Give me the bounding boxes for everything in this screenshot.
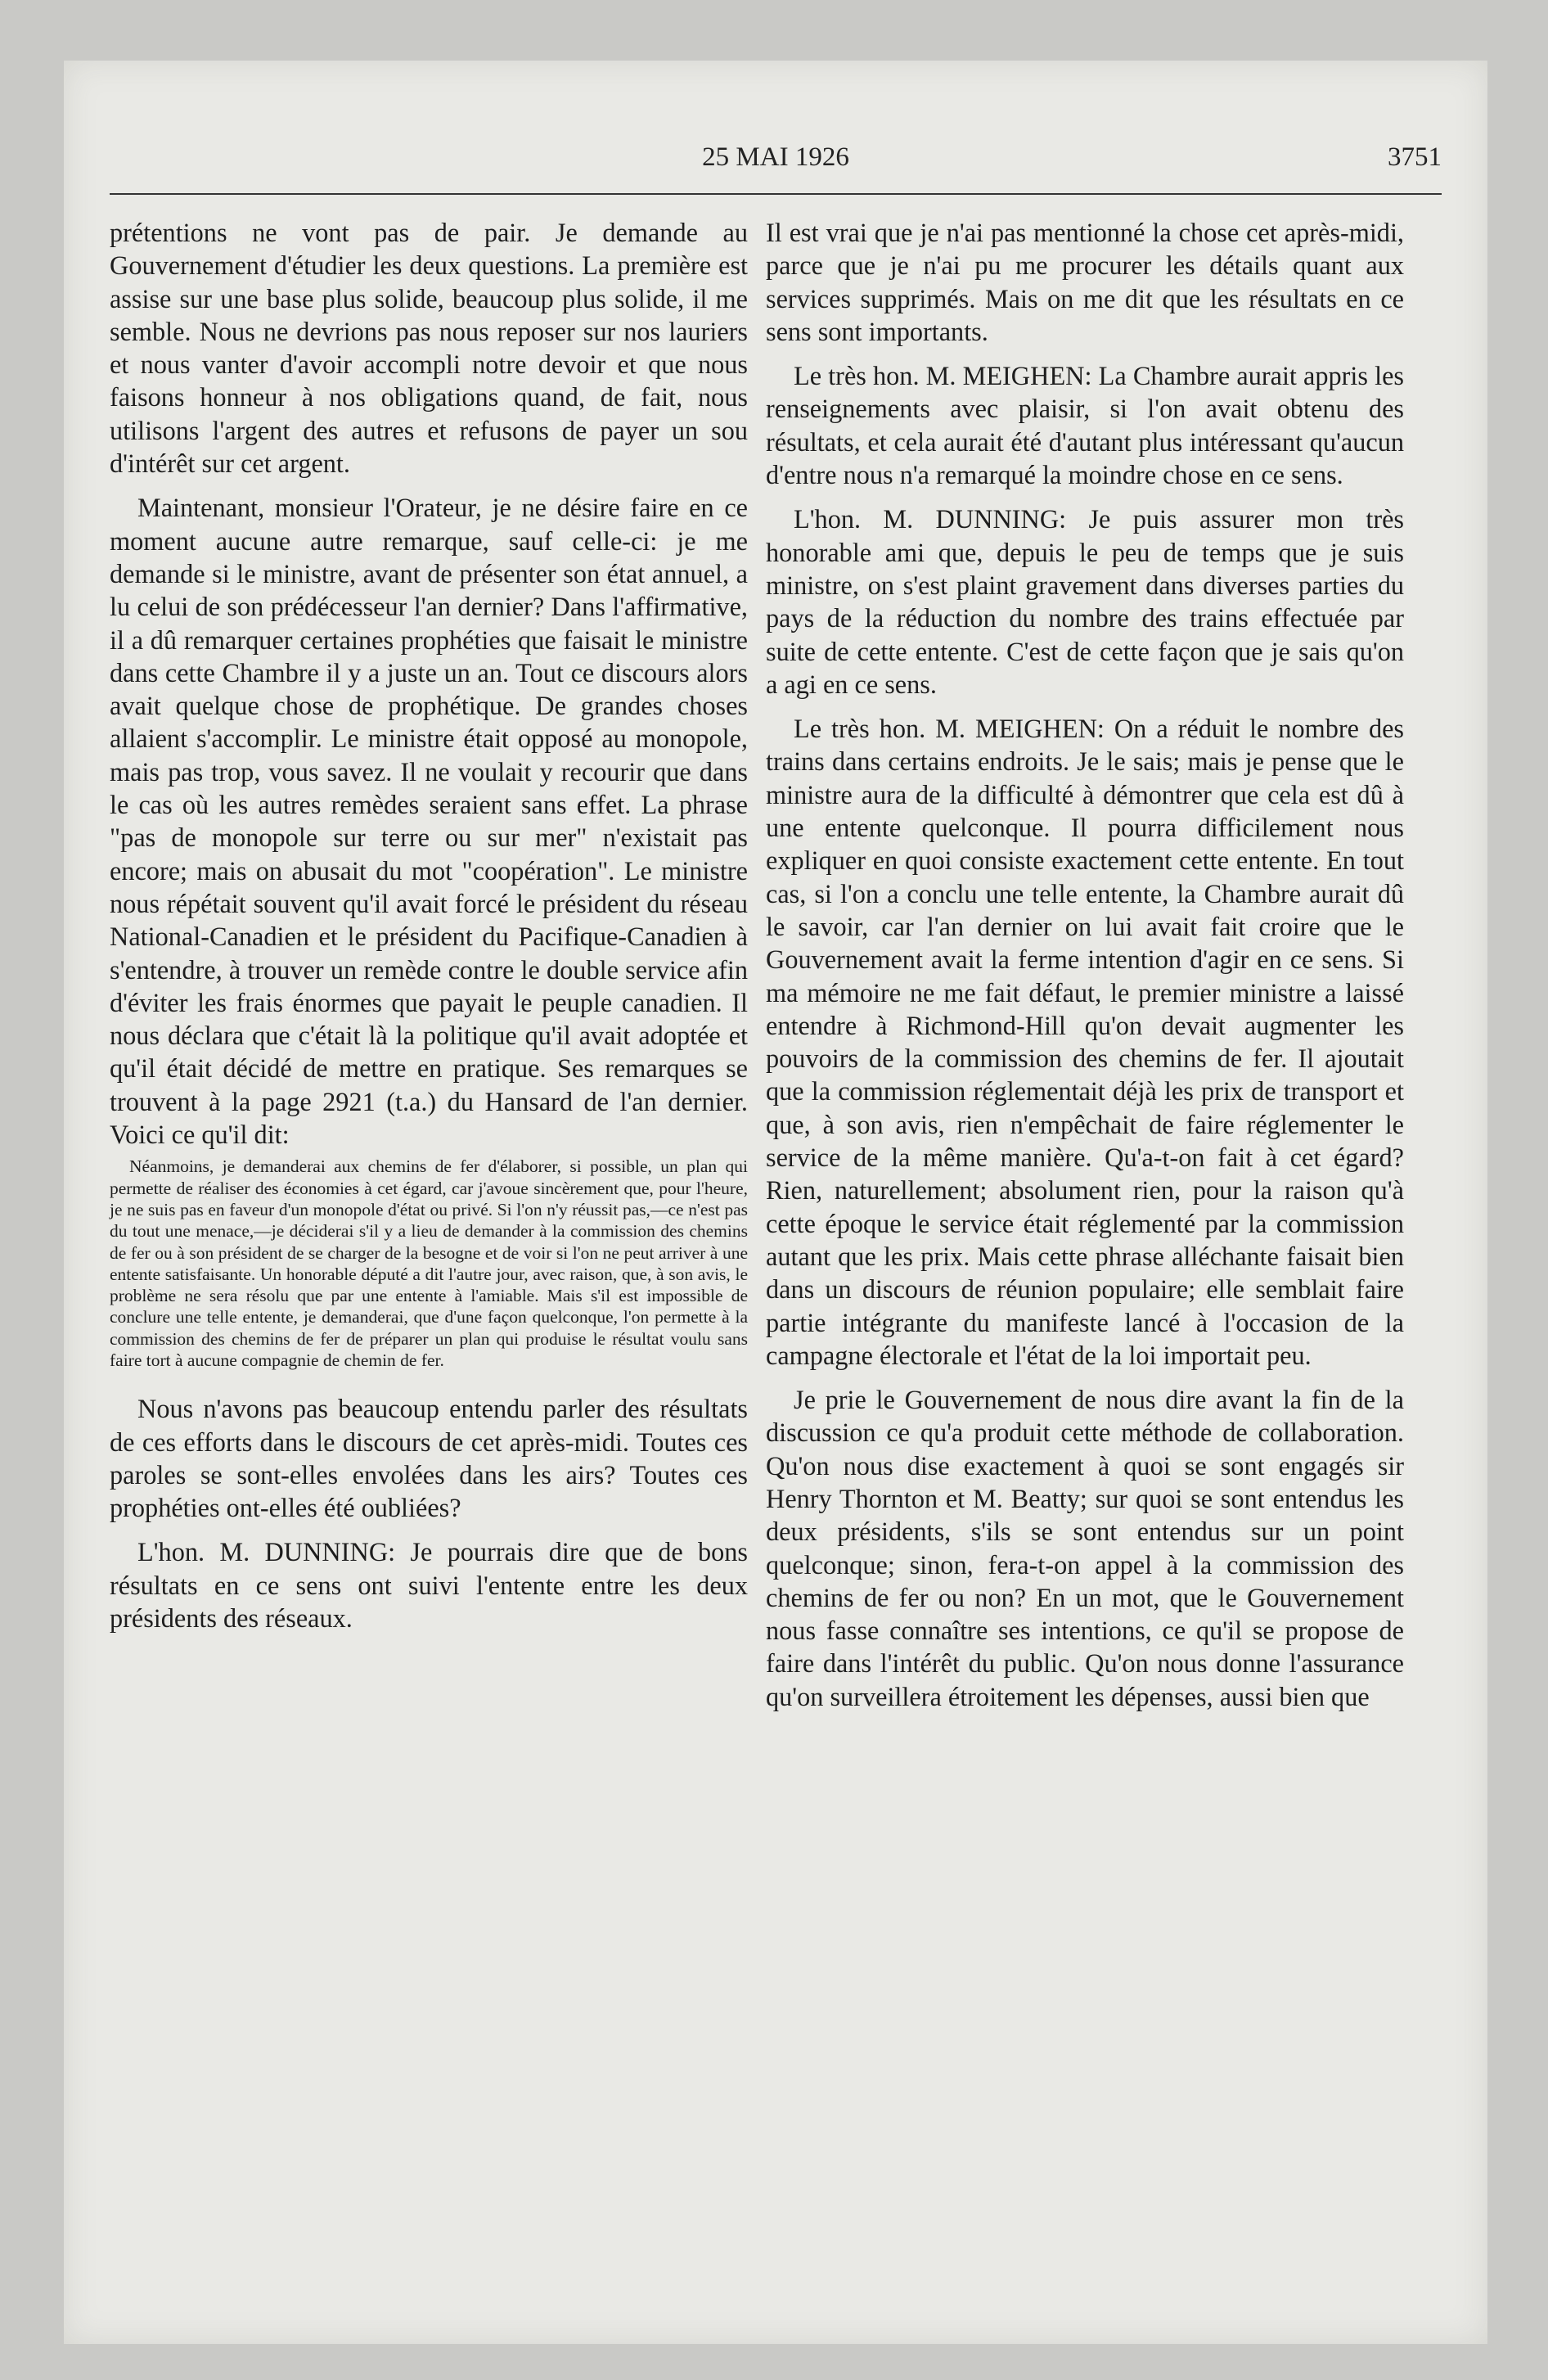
paragraph: Il est vrai que je n'ai pas mentionné la chose cet après-midi, parce que je n'ai pu me procurer les détails quant aux services supprimés. Mais on me dit que les résultats en ce sens sont importants. (766, 218, 1404, 346)
header-date: 25 MAI 1926 (702, 142, 849, 172)
right-column (766, 216, 1404, 1713)
header-rule (110, 193, 1442, 195)
paragraph: L'hon. M. DUNNING: Je pourrais dire que de bons résultats en ce sens ont suivi l'entente entre les deux présidents des réseaux. (110, 1537, 748, 1634)
page-number: 3751 (1388, 142, 1442, 172)
paragraph: Maintenant, monsieur l'Orateur, je ne désire faire en ce moment aucune autre remarque, sauf celle-ci: je me demande si le ministre, avant de présenter son état annuel, a lu celui de son prédécesseur l'an dernier? Dans l'affirmative, il a dû remarquer certaines prophéties que faisait le ministre dans cette Chambre il y a juste un an. Tout ce discours alors avait quelque chose de prophétique. De grandes choses allaient s'accomplir. Le ministre était opposé au monopole, mais pas trop, vous savez. Il ne voulait y recourir que dans le cas où les autres remèdes seraient sans effet. La phrase "pas de monopole sur terre ou sur mer" n'existait pas encore; mais on abusait du mot "coopération". Le ministre nous répétait souvent qu'il avait forcé le président du réseau National-Canadien et le président du Pacifique-Canadien à s'entendre, à trouver un remède contre le double service afin d'éviter les frais énormes que payait le peuple canadien. Il nous déclara que c'était là la politique qu'il avait adoptée et qu'il était décidé de mettre en pratique. Ses remarques se trouvent à la page 2921 (t.a.) du Hansard de l'an dernier. Voici ce qu'il dit: (110, 493, 748, 1150)
paragraph: Nous n'avons pas beaucoup entendu parler des résultats de ces efforts dans le discours de cet après-midi. Toutes ces paroles se sont-elles envolées dans les airs? Toutes ces prophéties ont-elles été oubliées? (110, 1394, 748, 1523)
paragraph: Je prie le Gouvernement de nous dire avant la fin de la discussion ce qu'a produit cette méthode de collaboration. Qu'on nous dise exactement à quoi se sont engagés sir Henry Thornton et M. Beatty; sur quoi se sont entendus les deux présidents, s'ils se sont entendus sur un point quelconque; sinon, fera-t-on appel à la commission des chemins de fer ou non? En un mot, que le Gouvernement nous fasse connaître ses intentions, ce qu'il se propose de faire dans l'intérêt du public. Qu'on nous donne l'assurance qu'on surveillera étroitement les dépenses, aussi bien que (766, 1385, 1404, 1711)
hansard-page (64, 61, 1487, 2344)
paragraph: Le très hon. M. MEIGHEN: On a réduit le nombre des trains dans certains endroits. Je le sais; mais je pense que le ministre aura de la difficulté à démontrer que cela est dû à une entente quelconque. Il pourra difficilement nous expliquer en quoi consiste exactement cette entente. En tout cas, si l'on a conclu une telle entente, la Chambre aurait dû le savoir, car l'an dernier on lui avait fait croire que le Gouvernement avait la ferme intention d'agir en ce sens. Si ma mémoire ne me fait défaut, le premier ministre a laissé entendre à Richmond-Hill qu'on devait augmenter les pouvoirs de la commission des chemins de fer. Il ajoutait que la commission réglementait déjà les prix de transport et que, à son avis, rien n'empêchait de faire réglementer le service de la même manière. Qu'a-t-on fait à cet égard? Rien, naturellement; absolument rien, pour la raison qu'à cette époque le service était réglementé par la commission autant que les prix. Mais cette phrase alléchante faisait bien dans un discours de réunion populaire; elle semblait faire partie intégrante du manifeste lancé à l'occasion de la campagne électorale et l'état de la loi importait peu. (766, 714, 1404, 1370)
paragraph: prétentions ne vont pas de pair. Je demande au Gouvernement d'étudier les deux questions. La première est assise sur une base plus solide, beaucoup plus solide, il me semble. Nous ne devrions pas nous reposer sur nos lauriers et nous vanter d'avoir accompli notre devoir et que nous faisons honneur à nos obligations quand, de fait, nous utilisons l'argent des autres et refusons de payer un sou d'intérêt sur cet argent. (110, 218, 748, 479)
page-header (110, 142, 1442, 192)
paragraph: Le très hon. M. MEIGHEN: La Chambre aurait appris les renseignements avec plaisir, si l'on avait obtenu des résultats, et cela aurait été d'autant plus intéressant qu'aucun d'entre nous n'a remarqué la moindre chose en ce sens. (766, 361, 1404, 490)
left-column (110, 216, 748, 1634)
block-quote: Néanmoins, je demanderai aux chemins de fer d'élaborer, si possible, un plan qui permette de réaliser des économies à cet égard, car j'avoue sincèrement que, pour l'heure, je ne suis pas en faveur d'un monopole d'état ou privé. Si l'on n'y réussit pas,—ce n'est pas du tout une menace,—je déciderai s'il y a lieu de demander à la commission des chemins de fer ou à son président de se charger de la besogne et de voir si l'on ne peut arriver à une entente satisfaisante. Un honorable député a dit l'autre jour, avec raison, que, à son avis, le problème ne sera résolu que par une entente à l'amiable. Mais s'il est impossible de conclure une telle entente, je demanderai, que d'une façon quelconque, l'on permette à la commission des chemins de fer de préparer un plan qui produise le résultat voulu sans faire tort à aucune compagnie de chemin de fer. (110, 1156, 748, 1370)
paragraph: L'hon. M. DUNNING: Je puis assurer mon très honorable ami que, depuis le peu de temps que je suis ministre, on s'est plaint gravement dans diverses parties du pays de la réduction du nombre des trains effectuée par suite de cette entente. C'est de cette façon que je sais qu'on a agi en ce sens. (766, 504, 1404, 699)
